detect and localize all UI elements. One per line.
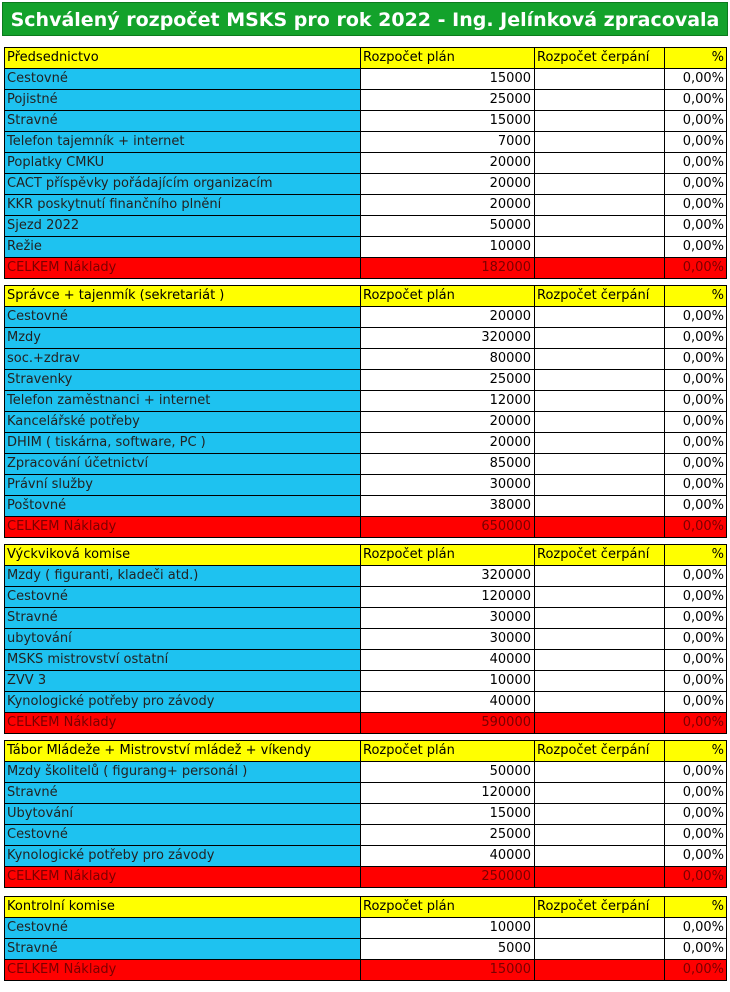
row-pct[interactable]: 0,00% xyxy=(665,237,727,257)
row-pct[interactable]: 0,00% xyxy=(665,475,727,495)
row-cerpani[interactable] xyxy=(535,608,665,628)
row-label[interactable]: Cestovné xyxy=(5,307,361,327)
row-cerpani[interactable] xyxy=(535,783,665,803)
row-cerpani[interactable] xyxy=(535,587,665,607)
row-pct[interactable]: 0,00% xyxy=(665,650,727,670)
row-pct[interactable]: 0,00% xyxy=(665,846,727,866)
total-plan[interactable]: 250000 xyxy=(361,867,535,887)
row-cerpani[interactable] xyxy=(535,918,665,938)
row-label[interactable]: Cestovné xyxy=(5,587,361,607)
total-pct[interactable]: 0,00% xyxy=(665,517,727,537)
row-plan[interactable]: 10000 xyxy=(361,237,535,257)
row-label[interactable]: CACT příspěvky pořádajícím organizacím xyxy=(5,174,361,194)
total-label[interactable]: CELKEM Náklady xyxy=(5,258,361,278)
header-plan[interactable]: Rozpočet plán xyxy=(361,48,535,68)
table-row xyxy=(5,804,727,825)
row-plan[interactable]: 25000 xyxy=(361,90,535,110)
row-cerpani[interactable] xyxy=(535,825,665,845)
row-label[interactable]: Ubytování xyxy=(5,804,361,824)
table-row xyxy=(5,307,727,328)
row-plan[interactable]: 50000 xyxy=(361,216,535,236)
table-row xyxy=(5,825,727,846)
section-title[interactable]: Tábor Mládeže + Mistrovství mládež + víkendy xyxy=(5,741,361,761)
row-cerpani[interactable] xyxy=(535,132,665,152)
table-row xyxy=(5,608,727,629)
table-row xyxy=(5,328,727,349)
row-label[interactable]: Cestovné xyxy=(5,918,361,938)
row-label[interactable]: Cestovné xyxy=(5,825,361,845)
table-row xyxy=(5,90,727,111)
row-label[interactable]: Stravné xyxy=(5,783,361,803)
section-title[interactable]: Předsednictvo xyxy=(5,48,361,68)
section-header xyxy=(5,897,727,918)
row-pct[interactable]: 0,00% xyxy=(665,433,727,453)
row-plan[interactable]: 20000 xyxy=(361,433,535,453)
header-cerpani[interactable]: Rozpočet čerpání xyxy=(535,286,665,306)
total-cerpani[interactable] xyxy=(535,960,665,980)
section-header xyxy=(5,286,727,307)
total-pct[interactable]: 0,00% xyxy=(665,867,727,887)
row-cerpani[interactable] xyxy=(535,370,665,390)
total-plan[interactable]: 182000 xyxy=(361,258,535,278)
row-label[interactable]: Režie xyxy=(5,237,361,257)
header-pct[interactable]: % xyxy=(665,545,727,565)
section-header xyxy=(5,545,727,566)
row-plan[interactable]: 80000 xyxy=(361,349,535,369)
row-cerpani[interactable] xyxy=(535,650,665,670)
row-pct[interactable]: 0,00% xyxy=(665,496,727,516)
total-pct[interactable]: 0,00% xyxy=(665,258,727,278)
row-pct[interactable]: 0,00% xyxy=(665,939,727,959)
row-pct[interactable]: 0,00% xyxy=(665,608,727,628)
row-pct[interactable]: 0,00% xyxy=(665,216,727,236)
table-row xyxy=(5,391,727,412)
row-label[interactable]: Cestovné xyxy=(5,69,361,89)
table-row xyxy=(5,692,727,713)
row-label[interactable]: MSKS mistrovství ostatní xyxy=(5,650,361,670)
total-row xyxy=(5,960,727,981)
row-plan[interactable]: 30000 xyxy=(361,608,535,628)
row-label[interactable]: Kynologické potřeby pro závody xyxy=(5,692,361,712)
section-header xyxy=(5,741,727,762)
total-row xyxy=(5,258,727,279)
row-pct[interactable]: 0,00% xyxy=(665,566,727,586)
table-row xyxy=(5,918,727,939)
row-pct[interactable]: 0,00% xyxy=(665,629,727,649)
header-plan[interactable]: Rozpočet plán xyxy=(361,545,535,565)
row-label[interactable]: Stravné xyxy=(5,608,361,628)
row-cerpani[interactable] xyxy=(535,762,665,782)
row-plan[interactable]: 20000 xyxy=(361,153,535,173)
page-title: Schválený rozpočet MSKS pro rok 2022 - Ing. Jelínková zpracovala xyxy=(2,2,728,36)
table-row xyxy=(5,132,727,153)
row-cerpani[interactable] xyxy=(535,328,665,348)
header-cerpani[interactable]: Rozpočet čerpání xyxy=(535,897,665,917)
table-row xyxy=(5,939,727,960)
row-label[interactable]: ZVV 3 xyxy=(5,671,361,691)
row-cerpani[interactable] xyxy=(535,804,665,824)
row-plan[interactable]: 120000 xyxy=(361,587,535,607)
row-plan[interactable]: 38000 xyxy=(361,496,535,516)
total-row xyxy=(5,713,727,734)
row-cerpani[interactable] xyxy=(535,216,665,236)
header-plan[interactable]: Rozpočet plán xyxy=(361,897,535,917)
row-pct[interactable]: 0,00% xyxy=(665,90,727,110)
row-label[interactable]: Sjezd 2022 xyxy=(5,216,361,236)
table-row xyxy=(5,587,727,608)
table-row xyxy=(5,629,727,650)
row-plan[interactable]: 320000 xyxy=(361,328,535,348)
row-cerpani[interactable] xyxy=(535,454,665,474)
row-cerpani[interactable] xyxy=(535,846,665,866)
header-cerpani[interactable]: Rozpočet čerpání xyxy=(535,48,665,68)
table-row xyxy=(5,762,727,783)
row-pct[interactable]: 0,00% xyxy=(665,195,727,215)
section-kontrolni-komise xyxy=(4,896,727,981)
section-title[interactable]: Kontrolní komise xyxy=(5,897,361,917)
total-plan[interactable]: 650000 xyxy=(361,517,535,537)
section-vycvikova-komise xyxy=(4,544,727,734)
total-plan[interactable]: 590000 xyxy=(361,713,535,733)
row-label[interactable]: Stravenky xyxy=(5,370,361,390)
row-pct[interactable]: 0,00% xyxy=(665,111,727,131)
row-pct[interactable]: 0,00% xyxy=(665,587,727,607)
total-label[interactable]: CELKEM Náklady xyxy=(5,960,361,980)
row-cerpani[interactable] xyxy=(535,307,665,327)
row-pct[interactable]: 0,00% xyxy=(665,391,727,411)
row-plan[interactable]: 7000 xyxy=(361,132,535,152)
row-label[interactable]: ubytování xyxy=(5,629,361,649)
row-plan[interactable]: 50000 xyxy=(361,762,535,782)
row-plan[interactable]: 10000 xyxy=(361,918,535,938)
row-pct[interactable]: 0,00% xyxy=(665,132,727,152)
row-plan[interactable]: 40000 xyxy=(361,846,535,866)
row-plan[interactable]: 12000 xyxy=(361,391,535,411)
row-plan[interactable]: 40000 xyxy=(361,650,535,670)
table-row xyxy=(5,566,727,587)
row-pct[interactable]: 0,00% xyxy=(665,328,727,348)
table-row xyxy=(5,195,727,216)
header-pct[interactable]: % xyxy=(665,286,727,306)
total-pct[interactable]: 0,00% xyxy=(665,713,727,733)
row-label[interactable]: KKR poskytnutí finančního plnění xyxy=(5,195,361,215)
table-row xyxy=(5,454,727,475)
row-pct[interactable]: 0,00% xyxy=(665,349,727,369)
section-title[interactable]: Výckviková komise xyxy=(5,545,361,565)
section-title[interactable]: Správce + tajenmík (sekretariát ) xyxy=(5,286,361,306)
row-pct[interactable]: 0,00% xyxy=(665,307,727,327)
row-plan[interactable]: 20000 xyxy=(361,174,535,194)
header-pct[interactable]: % xyxy=(665,741,727,761)
row-cerpani[interactable] xyxy=(535,475,665,495)
row-plan[interactable]: 85000 xyxy=(361,454,535,474)
row-cerpani[interactable] xyxy=(535,433,665,453)
row-plan[interactable]: 320000 xyxy=(361,566,535,586)
row-plan[interactable]: 20000 xyxy=(361,195,535,215)
row-pct[interactable]: 0,00% xyxy=(665,783,727,803)
section-spravce xyxy=(4,285,727,538)
row-cerpani[interactable] xyxy=(535,566,665,586)
row-plan[interactable]: 40000 xyxy=(361,692,535,712)
total-row xyxy=(5,867,727,888)
row-plan[interactable]: 15000 xyxy=(361,804,535,824)
row-plan[interactable]: 120000 xyxy=(361,783,535,803)
table-row xyxy=(5,650,727,671)
row-cerpani[interactable] xyxy=(535,111,665,131)
row-cerpani[interactable] xyxy=(535,391,665,411)
row-cerpani[interactable] xyxy=(535,90,665,110)
section-header xyxy=(5,48,727,69)
table-row xyxy=(5,216,727,237)
table-row xyxy=(5,69,727,90)
row-cerpani[interactable] xyxy=(535,349,665,369)
total-cerpani[interactable] xyxy=(535,258,665,278)
row-label[interactable]: DHIM ( tiskárna, software, PC ) xyxy=(5,433,361,453)
row-label[interactable]: Poplatky CMKU xyxy=(5,153,361,173)
row-pct[interactable]: 0,00% xyxy=(665,692,727,712)
row-plan[interactable]: 25000 xyxy=(361,825,535,845)
row-label[interactable]: Zpracování účetnictví xyxy=(5,454,361,474)
row-label[interactable]: Pojistné xyxy=(5,90,361,110)
row-pct[interactable]: 0,00% xyxy=(665,825,727,845)
table-row xyxy=(5,349,727,370)
row-label[interactable]: Kancelářské potřeby xyxy=(5,412,361,432)
total-cerpani[interactable] xyxy=(535,867,665,887)
table-row xyxy=(5,174,727,195)
row-cerpani[interactable] xyxy=(535,237,665,257)
row-label[interactable]: Kynologické potřeby pro závody xyxy=(5,846,361,866)
total-label[interactable]: CELKEM Náklady xyxy=(5,517,361,537)
row-label[interactable]: Stravné xyxy=(5,939,361,959)
header-plan[interactable]: Rozpočet plán xyxy=(361,286,535,306)
section-tabor-mladeze xyxy=(4,740,727,888)
row-cerpani[interactable] xyxy=(535,195,665,215)
total-cerpani[interactable] xyxy=(535,517,665,537)
row-label[interactable]: Telefon tajemník + internet xyxy=(5,132,361,152)
row-cerpani[interactable] xyxy=(535,496,665,516)
row-plan[interactable]: 30000 xyxy=(361,475,535,495)
table-row xyxy=(5,496,727,517)
row-cerpani[interactable] xyxy=(535,629,665,649)
table-row xyxy=(5,153,727,174)
table-row xyxy=(5,671,727,692)
row-cerpani[interactable] xyxy=(535,692,665,712)
row-pct[interactable]: 0,00% xyxy=(665,671,727,691)
header-plan[interactable]: Rozpočet plán xyxy=(361,741,535,761)
row-cerpani[interactable] xyxy=(535,153,665,173)
row-pct[interactable]: 0,00% xyxy=(665,174,727,194)
header-pct[interactable]: % xyxy=(665,48,727,68)
row-pct[interactable]: 0,00% xyxy=(665,762,727,782)
total-plan[interactable]: 15000 xyxy=(361,960,535,980)
table-row xyxy=(5,412,727,433)
table-row xyxy=(5,237,727,258)
row-pct[interactable]: 0,00% xyxy=(665,454,727,474)
table-row xyxy=(5,370,727,391)
section-predsednictvo xyxy=(4,47,727,279)
row-plan[interactable]: 10000 xyxy=(361,671,535,691)
table-row xyxy=(5,433,727,454)
row-label[interactable]: Právní služby xyxy=(5,475,361,495)
row-cerpani[interactable] xyxy=(535,939,665,959)
row-cerpani[interactable] xyxy=(535,412,665,432)
row-label[interactable]: Poštovné xyxy=(5,496,361,516)
total-pct[interactable]: 0,00% xyxy=(665,960,727,980)
row-plan[interactable]: 20000 xyxy=(361,307,535,327)
total-label[interactable]: CELKEM Náklady xyxy=(5,713,361,733)
row-pct[interactable]: 0,00% xyxy=(665,69,727,89)
row-plan[interactable]: 30000 xyxy=(361,629,535,649)
row-pct[interactable]: 0,00% xyxy=(665,153,727,173)
row-pct[interactable]: 0,00% xyxy=(665,412,727,432)
row-plan[interactable]: 25000 xyxy=(361,370,535,390)
total-label[interactable]: CELKEM Náklady xyxy=(5,867,361,887)
row-plan[interactable]: 15000 xyxy=(361,69,535,89)
row-pct[interactable]: 0,00% xyxy=(665,804,727,824)
row-label[interactable]: Mzdy ( figuranti, kladeči atd.) xyxy=(5,566,361,586)
row-plan[interactable]: 15000 xyxy=(361,111,535,131)
row-label[interactable]: Mzdy školitelů ( figurang+ personál ) xyxy=(5,762,361,782)
row-cerpani[interactable] xyxy=(535,671,665,691)
row-label[interactable]: soc.+zdrav xyxy=(5,349,361,369)
row-pct[interactable]: 0,00% xyxy=(665,918,727,938)
total-cerpani[interactable] xyxy=(535,713,665,733)
total-row xyxy=(5,517,727,538)
row-plan[interactable]: 20000 xyxy=(361,412,535,432)
row-cerpani[interactable] xyxy=(535,174,665,194)
row-cerpani[interactable] xyxy=(535,69,665,89)
row-pct[interactable]: 0,00% xyxy=(665,370,727,390)
header-cerpani[interactable]: Rozpočet čerpání xyxy=(535,545,665,565)
table-row xyxy=(5,846,727,867)
row-plan[interactable]: 5000 xyxy=(361,939,535,959)
row-label[interactable]: Mzdy xyxy=(5,328,361,348)
table-row xyxy=(5,783,727,804)
header-pct[interactable]: % xyxy=(665,897,727,917)
header-cerpani[interactable]: Rozpočet čerpání xyxy=(535,741,665,761)
table-row xyxy=(5,111,727,132)
row-label[interactable]: Telefon zaměstnanci + internet xyxy=(5,391,361,411)
row-label[interactable]: Stravné xyxy=(5,111,361,131)
table-row xyxy=(5,475,727,496)
